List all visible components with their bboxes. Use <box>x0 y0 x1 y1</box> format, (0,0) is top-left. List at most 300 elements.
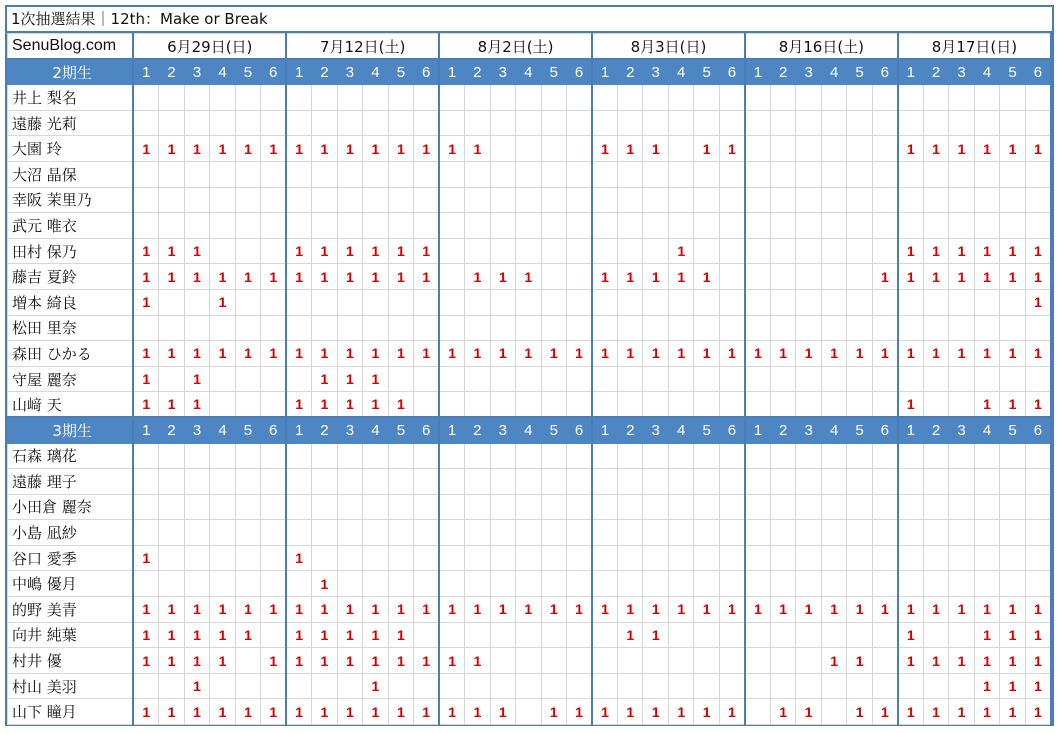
empty-cell <box>337 469 362 495</box>
member-row <box>8 238 1052 264</box>
empty-cell <box>567 673 592 699</box>
win-mark: 1 <box>516 597 541 623</box>
empty-cell <box>541 289 566 315</box>
empty-cell <box>974 110 999 136</box>
win-mark: 1 <box>312 341 337 367</box>
win-mark: 1 <box>159 238 184 264</box>
empty-cell <box>592 238 617 264</box>
win-mark: 1 <box>159 622 184 648</box>
slot-number: 4 <box>363 59 388 85</box>
member-name: 村山 美羽 <box>8 673 134 699</box>
empty-cell <box>618 520 643 546</box>
member-row <box>8 187 1052 213</box>
empty-cell <box>337 85 362 111</box>
win-mark: 1 <box>898 597 923 623</box>
empty-cell <box>796 85 821 111</box>
member-name: 小田倉 麗奈 <box>8 494 134 520</box>
win-mark: 1 <box>694 699 719 725</box>
empty-cell <box>770 392 795 418</box>
win-mark: 1 <box>949 699 974 725</box>
empty-cell <box>490 622 515 648</box>
empty-cell <box>363 571 388 597</box>
empty-cell <box>974 366 999 392</box>
slot-number: 6 <box>567 59 592 85</box>
empty-cell <box>363 213 388 239</box>
win-mark: 1 <box>1000 238 1025 264</box>
empty-cell <box>643 213 668 239</box>
win-mark: 1 <box>337 699 362 725</box>
empty-cell <box>770 494 795 520</box>
empty-cell <box>872 187 897 213</box>
empty-cell <box>719 443 744 469</box>
empty-cell <box>312 213 337 239</box>
win-mark: 1 <box>184 648 209 674</box>
empty-cell <box>694 187 719 213</box>
empty-cell <box>159 520 184 546</box>
empty-cell <box>184 213 209 239</box>
empty-cell <box>286 494 311 520</box>
empty-cell <box>159 469 184 495</box>
win-mark: 1 <box>312 622 337 648</box>
empty-cell <box>414 469 439 495</box>
empty-cell <box>770 648 795 674</box>
win-mark: 1 <box>210 289 235 315</box>
empty-cell <box>618 469 643 495</box>
empty-cell <box>388 673 413 699</box>
member-name: 山下 瞳月 <box>8 699 134 725</box>
empty-cell <box>821 85 846 111</box>
empty-cell <box>363 443 388 469</box>
empty-cell <box>592 673 617 699</box>
win-mark: 1 <box>541 699 566 725</box>
win-mark: 1 <box>286 597 311 623</box>
empty-cell <box>1000 110 1025 136</box>
empty-cell <box>210 85 235 111</box>
win-mark: 1 <box>770 341 795 367</box>
empty-cell <box>821 443 846 469</box>
empty-cell <box>490 648 515 674</box>
empty-cell <box>465 443 490 469</box>
empty-cell <box>261 238 286 264</box>
slot-number: 3 <box>643 59 668 85</box>
win-mark: 1 <box>949 597 974 623</box>
empty-cell <box>337 187 362 213</box>
win-mark: 1 <box>363 264 388 290</box>
empty-cell <box>668 571 693 597</box>
win-mark: 1 <box>337 366 362 392</box>
empty-cell <box>286 85 311 111</box>
win-mark: 1 <box>184 238 209 264</box>
empty-cell <box>949 469 974 495</box>
empty-cell <box>541 366 566 392</box>
empty-cell <box>796 315 821 341</box>
empty-cell <box>719 673 744 699</box>
empty-cell <box>261 187 286 213</box>
empty-cell <box>974 85 999 111</box>
win-mark: 1 <box>668 238 693 264</box>
empty-cell <box>872 443 897 469</box>
empty-cell <box>337 571 362 597</box>
win-mark: 1 <box>133 136 158 162</box>
empty-cell <box>337 673 362 699</box>
empty-cell <box>796 187 821 213</box>
win-mark: 1 <box>974 699 999 725</box>
empty-cell <box>694 161 719 187</box>
empty-cell <box>286 673 311 699</box>
empty-cell <box>567 213 592 239</box>
empty-cell <box>414 494 439 520</box>
empty-cell <box>872 213 897 239</box>
empty-cell <box>745 187 770 213</box>
empty-cell <box>312 85 337 111</box>
empty-cell <box>567 545 592 571</box>
empty-cell <box>668 494 693 520</box>
slot-number: 4 <box>668 59 693 85</box>
empty-cell <box>949 571 974 597</box>
empty-cell <box>643 238 668 264</box>
empty-cell <box>923 494 948 520</box>
empty-cell <box>567 187 592 213</box>
slot-number: 6 <box>567 417 592 443</box>
empty-cell <box>719 622 744 648</box>
empty-cell <box>745 469 770 495</box>
member-row <box>8 494 1052 520</box>
empty-cell <box>872 238 897 264</box>
win-mark: 1 <box>337 136 362 162</box>
win-mark: 1 <box>312 597 337 623</box>
slot-number: 4 <box>363 417 388 443</box>
empty-cell <box>414 545 439 571</box>
win-mark: 1 <box>668 264 693 290</box>
win-mark: 1 <box>541 341 566 367</box>
empty-cell <box>668 392 693 418</box>
win-mark: 1 <box>1000 673 1025 699</box>
empty-cell <box>516 187 541 213</box>
empty-cell <box>1025 545 1051 571</box>
empty-cell <box>643 187 668 213</box>
slot-number: 3 <box>949 417 974 443</box>
empty-cell <box>770 213 795 239</box>
win-mark: 1 <box>388 341 413 367</box>
empty-cell <box>618 315 643 341</box>
empty-cell <box>235 469 260 495</box>
empty-cell <box>567 315 592 341</box>
empty-cell <box>668 110 693 136</box>
empty-cell <box>439 161 464 187</box>
win-mark: 1 <box>898 622 923 648</box>
empty-cell <box>821 366 846 392</box>
win-mark: 1 <box>235 136 260 162</box>
empty-cell <box>618 571 643 597</box>
win-mark: 1 <box>261 136 286 162</box>
empty-cell <box>541 443 566 469</box>
empty-cell <box>592 520 617 546</box>
empty-cell <box>898 494 923 520</box>
empty-cell <box>872 648 897 674</box>
win-mark: 1 <box>668 597 693 623</box>
empty-cell <box>796 161 821 187</box>
win-mark: 1 <box>133 392 158 418</box>
win-mark: 1 <box>261 699 286 725</box>
empty-cell <box>210 520 235 546</box>
empty-cell <box>439 264 464 290</box>
empty-cell <box>159 366 184 392</box>
empty-cell <box>235 392 260 418</box>
empty-cell <box>465 289 490 315</box>
empty-cell <box>668 622 693 648</box>
empty-cell <box>668 443 693 469</box>
empty-cell <box>949 289 974 315</box>
empty-cell <box>949 315 974 341</box>
empty-cell <box>872 85 897 111</box>
win-mark: 1 <box>388 392 413 418</box>
empty-cell <box>694 545 719 571</box>
empty-cell <box>210 110 235 136</box>
slot-number: 5 <box>694 417 719 443</box>
empty-cell <box>796 443 821 469</box>
win-mark: 1 <box>1025 264 1051 290</box>
empty-cell <box>516 443 541 469</box>
win-mark: 1 <box>618 136 643 162</box>
empty-cell <box>439 622 464 648</box>
empty-cell <box>465 85 490 111</box>
empty-cell <box>643 571 668 597</box>
empty-cell <box>490 289 515 315</box>
empty-cell <box>235 213 260 239</box>
empty-cell <box>923 443 948 469</box>
empty-cell <box>516 622 541 648</box>
empty-cell <box>770 545 795 571</box>
empty-cell <box>516 136 541 162</box>
win-mark: 1 <box>872 341 897 367</box>
empty-cell <box>796 289 821 315</box>
empty-cell <box>872 366 897 392</box>
group-header-row <box>8 59 1052 85</box>
win-mark: 1 <box>184 622 209 648</box>
empty-cell <box>363 187 388 213</box>
empty-cell <box>923 469 948 495</box>
empty-cell <box>337 161 362 187</box>
slot-number: 1 <box>898 417 923 443</box>
empty-cell <box>974 520 999 546</box>
empty-cell <box>567 571 592 597</box>
win-mark: 1 <box>184 392 209 418</box>
empty-cell <box>261 443 286 469</box>
empty-cell <box>388 110 413 136</box>
win-mark: 1 <box>719 136 744 162</box>
member-name: 村井 優 <box>8 648 134 674</box>
win-mark: 1 <box>312 648 337 674</box>
empty-cell <box>694 673 719 699</box>
member-name: 大沼 晶保 <box>8 161 134 187</box>
empty-cell <box>439 545 464 571</box>
empty-cell <box>643 289 668 315</box>
empty-cell <box>847 545 872 571</box>
empty-cell <box>567 161 592 187</box>
slot-number: 1 <box>133 59 158 85</box>
slot-number: 3 <box>337 417 362 443</box>
slot-number: 4 <box>516 417 541 443</box>
empty-cell <box>796 673 821 699</box>
empty-cell <box>719 392 744 418</box>
empty-cell <box>567 392 592 418</box>
site-label: SenuBlog.com <box>8 34 134 60</box>
empty-cell <box>439 443 464 469</box>
empty-cell <box>719 648 744 674</box>
empty-cell <box>719 520 744 546</box>
empty-cell <box>821 315 846 341</box>
empty-cell <box>770 289 795 315</box>
win-mark: 1 <box>898 699 923 725</box>
empty-cell <box>184 161 209 187</box>
empty-cell <box>898 161 923 187</box>
empty-cell <box>618 494 643 520</box>
empty-cell <box>592 315 617 341</box>
empty-cell <box>847 187 872 213</box>
empty-cell <box>694 85 719 111</box>
empty-cell <box>1000 494 1025 520</box>
empty-cell <box>770 443 795 469</box>
empty-cell <box>312 110 337 136</box>
empty-cell <box>516 545 541 571</box>
empty-cell <box>541 264 566 290</box>
empty-cell <box>567 520 592 546</box>
empty-cell <box>261 366 286 392</box>
member-row <box>8 597 1052 623</box>
empty-cell <box>414 443 439 469</box>
empty-cell <box>949 520 974 546</box>
empty-cell <box>465 673 490 699</box>
member-name: 井上 梨名 <box>8 85 134 111</box>
win-mark: 1 <box>1000 622 1025 648</box>
slot-number: 6 <box>1025 59 1051 85</box>
empty-cell <box>923 315 948 341</box>
empty-cell <box>1025 85 1051 111</box>
empty-cell <box>847 110 872 136</box>
member-row <box>8 341 1052 367</box>
win-mark: 1 <box>286 341 311 367</box>
empty-cell <box>312 289 337 315</box>
group-label: 3期生 <box>8 417 134 443</box>
empty-cell <box>159 289 184 315</box>
empty-cell <box>898 366 923 392</box>
empty-cell <box>1025 469 1051 495</box>
win-mark: 1 <box>439 648 464 674</box>
empty-cell <box>745 622 770 648</box>
empty-cell <box>719 289 744 315</box>
win-mark: 1 <box>643 622 668 648</box>
empty-cell <box>133 85 158 111</box>
win-mark: 1 <box>1025 392 1051 418</box>
win-mark: 1 <box>184 699 209 725</box>
empty-cell <box>821 469 846 495</box>
slot-number: 2 <box>923 417 948 443</box>
empty-cell <box>465 366 490 392</box>
empty-cell <box>490 494 515 520</box>
empty-cell <box>516 315 541 341</box>
empty-cell <box>184 545 209 571</box>
win-mark: 1 <box>1025 136 1051 162</box>
win-mark: 1 <box>1000 597 1025 623</box>
win-mark: 1 <box>159 699 184 725</box>
empty-cell <box>1000 545 1025 571</box>
empty-cell <box>1000 366 1025 392</box>
empty-cell <box>286 289 311 315</box>
empty-cell <box>872 110 897 136</box>
empty-cell <box>516 213 541 239</box>
empty-cell <box>184 571 209 597</box>
empty-cell <box>872 136 897 162</box>
win-mark: 1 <box>439 136 464 162</box>
win-mark: 1 <box>312 238 337 264</box>
empty-cell <box>949 110 974 136</box>
win-mark: 1 <box>643 264 668 290</box>
win-mark: 1 <box>261 648 286 674</box>
empty-cell <box>286 366 311 392</box>
win-mark: 1 <box>974 136 999 162</box>
empty-cell <box>490 136 515 162</box>
member-row <box>8 699 1052 725</box>
win-mark: 1 <box>337 392 362 418</box>
win-mark: 1 <box>949 238 974 264</box>
slot-number: 6 <box>872 59 897 85</box>
empty-cell <box>465 469 490 495</box>
empty-cell <box>235 494 260 520</box>
empty-cell <box>974 469 999 495</box>
empty-cell <box>414 392 439 418</box>
win-mark: 1 <box>490 341 515 367</box>
empty-cell <box>159 494 184 520</box>
empty-cell <box>337 110 362 136</box>
slot-number: 4 <box>516 59 541 85</box>
empty-cell <box>745 443 770 469</box>
empty-cell <box>974 289 999 315</box>
empty-cell <box>872 289 897 315</box>
win-mark: 1 <box>133 648 158 674</box>
empty-cell <box>516 699 541 725</box>
win-mark: 1 <box>184 366 209 392</box>
slot-number: 5 <box>694 59 719 85</box>
win-mark: 1 <box>261 264 286 290</box>
slot-number: 1 <box>439 417 464 443</box>
empty-cell <box>872 315 897 341</box>
win-mark: 1 <box>974 341 999 367</box>
win-mark: 1 <box>159 648 184 674</box>
slot-number: 2 <box>159 417 184 443</box>
slot-number: 2 <box>159 59 184 85</box>
empty-cell <box>439 289 464 315</box>
slot-number: 4 <box>974 417 999 443</box>
win-mark: 1 <box>618 597 643 623</box>
slot-number: 2 <box>465 417 490 443</box>
empty-cell <box>414 187 439 213</box>
member-name: 松田 里奈 <box>8 315 134 341</box>
empty-cell <box>745 315 770 341</box>
empty-cell <box>516 289 541 315</box>
slot-number: 2 <box>465 59 490 85</box>
empty-cell <box>465 187 490 213</box>
win-mark: 1 <box>159 136 184 162</box>
empty-cell <box>439 392 464 418</box>
member-name: 中嶋 優月 <box>8 571 134 597</box>
empty-cell <box>821 289 846 315</box>
empty-cell <box>388 161 413 187</box>
win-mark: 1 <box>898 238 923 264</box>
slot-number: 3 <box>949 59 974 85</box>
empty-cell <box>694 110 719 136</box>
empty-cell <box>388 85 413 111</box>
empty-cell <box>643 366 668 392</box>
